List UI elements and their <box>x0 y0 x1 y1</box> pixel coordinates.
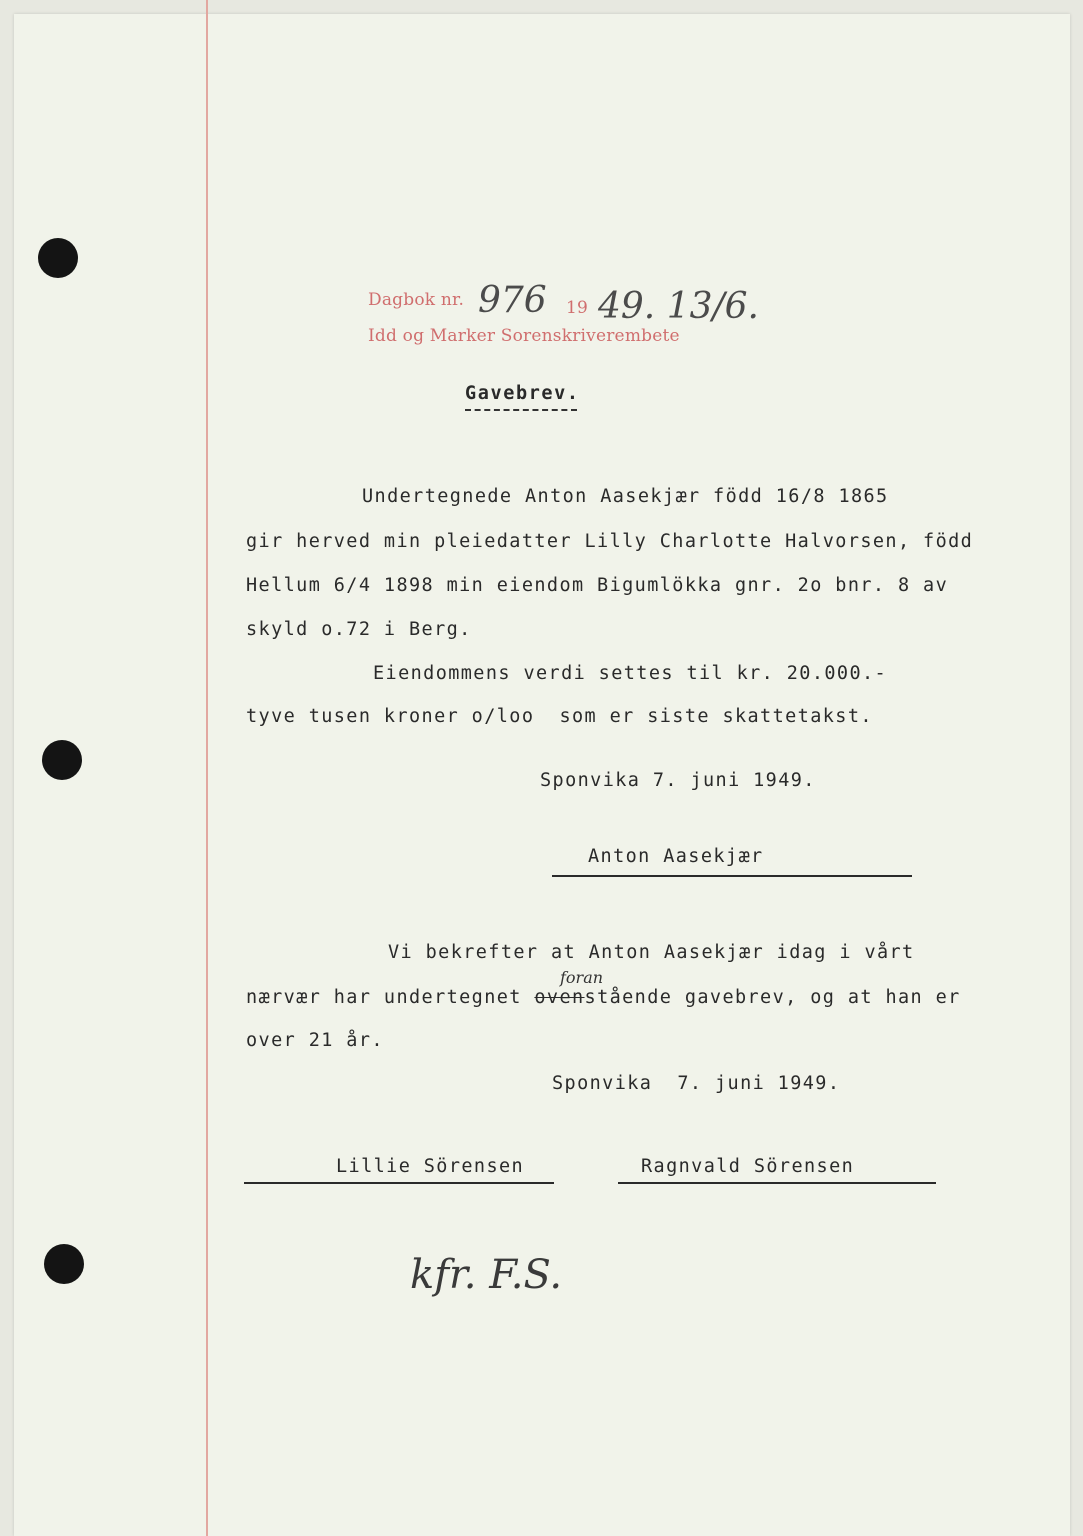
punch-hole <box>44 1244 84 1284</box>
body-line-4: skyld o.72 i Berg. <box>246 619 472 640</box>
witness-name-2: Ragnvald Sörensen <box>641 1156 855 1177</box>
witness-signature-line-2 <box>618 1182 936 1184</box>
body-line-2: gir herved min pleiedatter Lilly Charlotte Halvorsen, född <box>246 531 974 552</box>
handwritten-insert: foran <box>560 968 604 987</box>
stamp-year-prefix: 19 <box>566 298 589 318</box>
signature-line <box>552 875 912 877</box>
witness-name-1: Lillie Sörensen <box>336 1156 525 1177</box>
witness-line-1: Vi bekrefter at Anton Aasekjær idag i vårt <box>388 942 915 963</box>
punch-hole <box>42 740 82 780</box>
witness-line-3: over 21 år. <box>246 1030 384 1051</box>
witness-signature-line-1 <box>244 1182 554 1184</box>
journal-date: 49. 13/6. <box>598 286 759 327</box>
title-underline <box>465 409 577 411</box>
witness-line-2: nærvær har undertegnet ovenstående gavebrev, og at han er <box>246 987 961 1008</box>
punch-hole <box>38 238 78 278</box>
body-line-5: Eiendommens verdi settes til kr. 20.000.- <box>373 663 888 684</box>
document-title: Gavebrev. <box>465 383 580 404</box>
body-line-3: Hellum 6/4 1898 min eiendom Bigumlökka gnr. 2o bnr. 8 av <box>246 575 949 596</box>
signer-name: Anton Aasekjær <box>588 846 764 867</box>
margin-rule <box>206 0 208 1536</box>
stamp-office: Idd og Marker Sorenskriverembete <box>368 326 680 346</box>
place-date-1: Sponvika 7. juni 1949. <box>540 770 816 791</box>
body-line-1: Undertegnede Anton Aasekjær född 16/8 1865 <box>362 486 889 507</box>
stamp-dagbok-label: Dagbok nr. <box>368 290 465 310</box>
body-line-6: tyve tusen kroner o/loo som er siste skattetakst. <box>246 706 873 727</box>
place-date-2: Sponvika 7. juni 1949. <box>552 1073 841 1094</box>
journal-number: 976 <box>478 280 547 321</box>
reference-note: kfr. F.S. <box>410 1252 563 1298</box>
